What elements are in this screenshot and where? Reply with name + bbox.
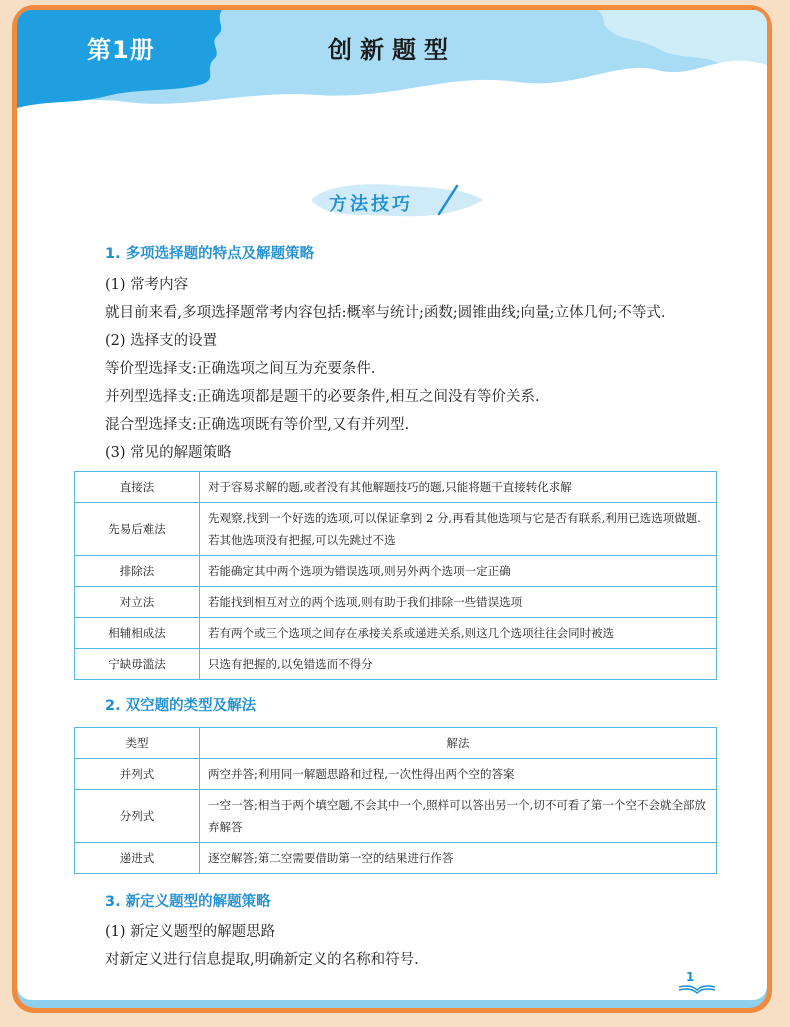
- table-header-cell: 类型: [75, 728, 200, 759]
- strategy-table: [74, 471, 717, 680]
- text-line: (3) 常见的解题策略: [105, 445, 232, 461]
- text-line: 等价型选择支:正确选项之间互为充要条件.: [105, 361, 376, 377]
- table-row: [75, 649, 717, 680]
- table-row: [75, 618, 717, 649]
- table-cell-line: 先观察,找到一个好选的选项,可以保证拿到 2 分,再看其他选项与它是否有联系,利用已选选项做题.: [208, 511, 701, 525]
- text-line: (1) 新定义题型的解题思路: [105, 924, 276, 940]
- book-label: 第1册: [87, 36, 155, 64]
- table-row: [75, 503, 717, 556]
- table-cell-line: 若其他选项没有把握,可以先跳过不选: [208, 533, 396, 547]
- table-row: [75, 556, 717, 587]
- text-line: (2) 选择支的设置: [105, 333, 218, 349]
- table-header-row: [75, 728, 717, 759]
- header-brush-shape: [17, 10, 767, 120]
- table-row: [75, 587, 717, 618]
- text-line: 对新定义进行信息提取,明确新定义的名称和符号.: [105, 952, 419, 968]
- text-line: 就目前来看,多项选择题常考内容包括:概率与统计;函数;圆锥曲线;向量;立体几何;不等式.: [105, 305, 666, 321]
- open-book-icon: [677, 984, 717, 994]
- table-cell: [200, 503, 717, 556]
- method-banner: [307, 178, 487, 222]
- table-cell: 对于容易求解的题,或者没有其他解题技巧的题,只能将题干直接转化求解: [200, 472, 717, 503]
- section-heading-2: 2. 双空题的类型及解法: [105, 698, 257, 714]
- table-cell: 两空并答;利用同一解题思路和过程,一次性得出两个空的答案: [200, 759, 717, 790]
- table-cell-line: 一空一答;相当于两个填空题,不会其中一个,照样可以答出另一个,切不可看了第一个空不会就全部放: [208, 798, 706, 812]
- table-cell: 递进式: [75, 843, 200, 874]
- table-cell: 直接法: [75, 472, 200, 503]
- table-cell: [200, 790, 717, 843]
- table-cell: 排除法: [75, 556, 200, 587]
- table-cell: 宁缺毋滥法: [75, 649, 200, 680]
- table-cell: 逐空解答;第二空需要借助第一空的结果进行作答: [200, 843, 717, 874]
- table-cell: 若有两个或三个选项之间存在承接关系或递进关系,则这几个选项往往会同时被选: [200, 618, 717, 649]
- double-blank-table: [74, 727, 717, 874]
- table-cell: 并列式: [75, 759, 200, 790]
- header-band: [17, 10, 767, 120]
- section-heading-3: 3. 新定义题型的解题策略: [105, 894, 271, 910]
- table-cell-line: 弃解答: [208, 820, 243, 834]
- page: [17, 10, 767, 1000]
- table-cell: 只选有把握的,以免错选而不得分: [200, 649, 717, 680]
- table-row: [75, 472, 717, 503]
- table-row: [75, 843, 717, 874]
- page-title: 创新题型: [328, 36, 456, 64]
- text-line: (1) 常考内容: [105, 277, 189, 293]
- text-line: 混合型选择支:正确选项既有等价型,又有并列型.: [105, 417, 410, 433]
- table-cell: 先易后难法: [75, 503, 200, 556]
- page-number: 1: [686, 970, 695, 984]
- table-cell: 若能确定其中两个选项为错误选项,则另外两个选项一定正确: [200, 556, 717, 587]
- table-cell: 分列式: [75, 790, 200, 843]
- text-line: 并列型选择支:正确选项都是题干的必要条件,相互之间没有等价关系.: [105, 389, 540, 405]
- table-header-cell: 解法: [200, 728, 717, 759]
- table-cell: 相辅相成法: [75, 618, 200, 649]
- table-cell: 对立法: [75, 587, 200, 618]
- method-banner-text: 方法技巧: [329, 194, 413, 215]
- table-row: [75, 759, 717, 790]
- table-cell: 若能找到相互对立的两个选项,则有助于我们排除一些错误选项: [200, 587, 717, 618]
- section-heading-1: 1. 多项选择题的特点及解题策略: [105, 246, 315, 262]
- table-row: [75, 790, 717, 843]
